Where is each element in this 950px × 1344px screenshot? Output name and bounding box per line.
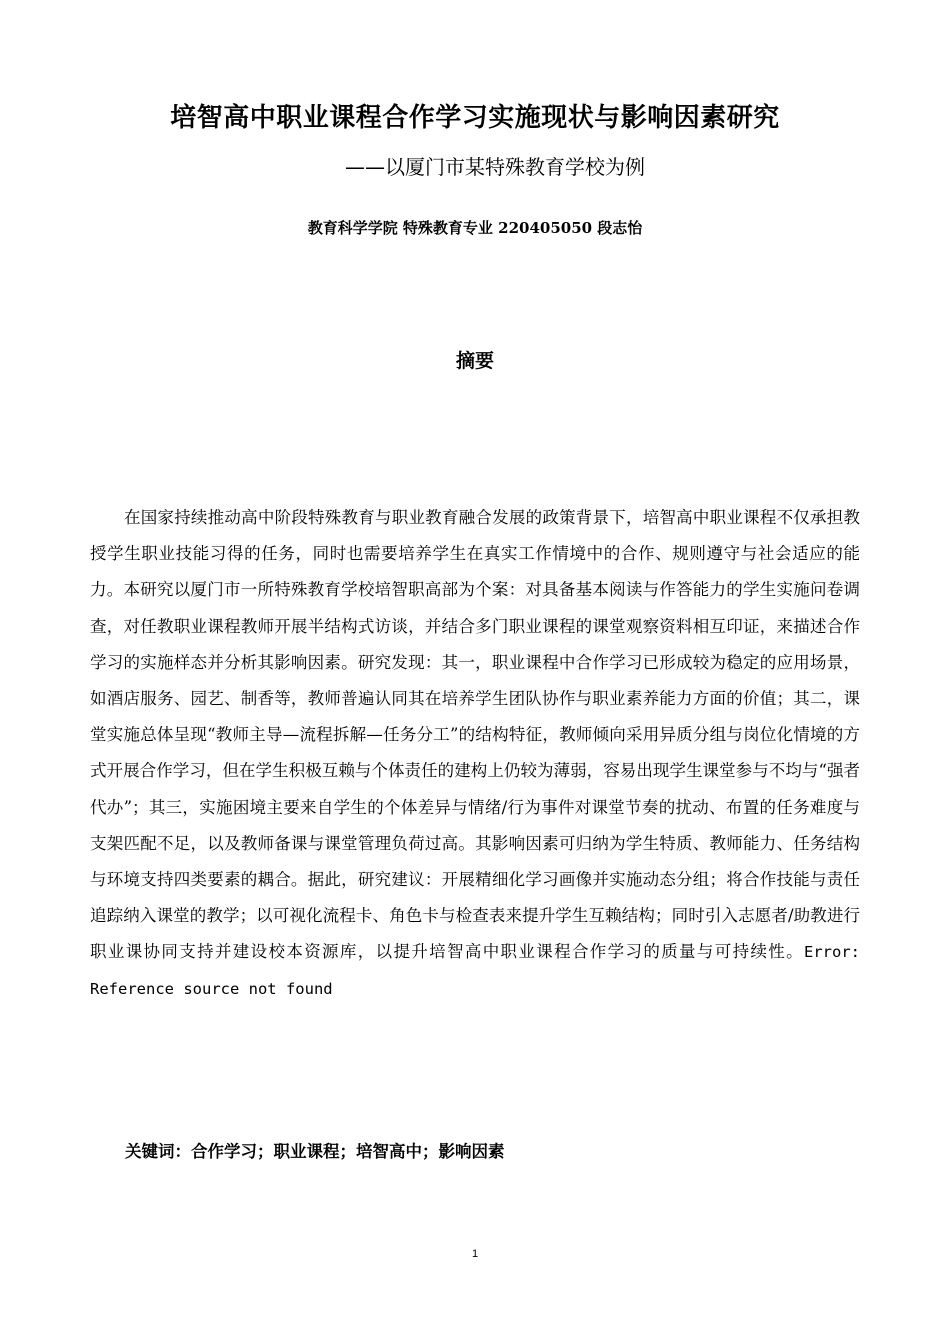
paper-subtitle: ——以厦门市某特殊教育学校为例: [345, 155, 645, 179]
abstract-text: 在国家持续推动高中阶段特殊教育与职业教育融合发展的政策背景下，培智高中职业课程不仅承担教授学生职业技能习得的任务，同时也需要培养学生在真实工作情境中的合作、规则遵守与社会适应的能力。本研究以厦门市一所特殊教育学校培智职高部为个案：对具备基本阅读与作答能力的学生实施问卷调查，对任教职业课程教师开展半结构式访谈，并结合多门职业课程的课堂观察资料相互印证，来描述合作学习的实施样态并分析其影响因素。研究发现：其一，职业课程中合作学习已形成较为稳定的应用场景，如酒店服务、园艺、制香等，教师普遍认同其在培养学生团队协作与职业素养能力方面的价值；其二，课堂实施总体呈现“教师主导—流程拆解—任务分工”的结构特征，教师倾向采用异质分组与岗位化情境的方式开展合作学习，但在学生积极互赖与个体责任的建构上仍较为薄弱，容易出现学生课堂参与不均与“强者代办”；其三，实施困境主要来自学生的个体差异与情绪/行为事件对课堂节奏的扰动、布置的任务难度与支架匹配不足，以及教师备课与课堂管理负荷过高。其影响因素可归纳为学生特质、教师能力、任务结构与环境支持四类要素的耦合。据此，研究建议：开展精细化学习画像并实施动态分组；将合作技能与责任追踪纳入课堂的教学；以可视化流程卡、角色卡与检查表来提升学生互赖结构；同时引入志愿者/助教进行职业课协同支持并建设校本资源库，以提升培智高中职业课程合作学习的质量与可持续性。: [90, 508, 860, 962]
abstract-body: [90, 500, 860, 1007]
abstract-heading: 摘要: [455, 350, 494, 372]
page-number: 1: [471, 1248, 479, 1260]
author-line: 教育科学学院 特殊教育专业 220405050 段志怡: [307, 219, 643, 237]
paper-title: 培智高中职业课程合作学习实施现状与影响因素研究: [170, 103, 780, 133]
keywords-line: 关键词：合作学习；职业课程；培智高中；影响因素: [125, 1142, 505, 1161]
reference-error-text: Error: Reference source not found: [90, 943, 860, 998]
